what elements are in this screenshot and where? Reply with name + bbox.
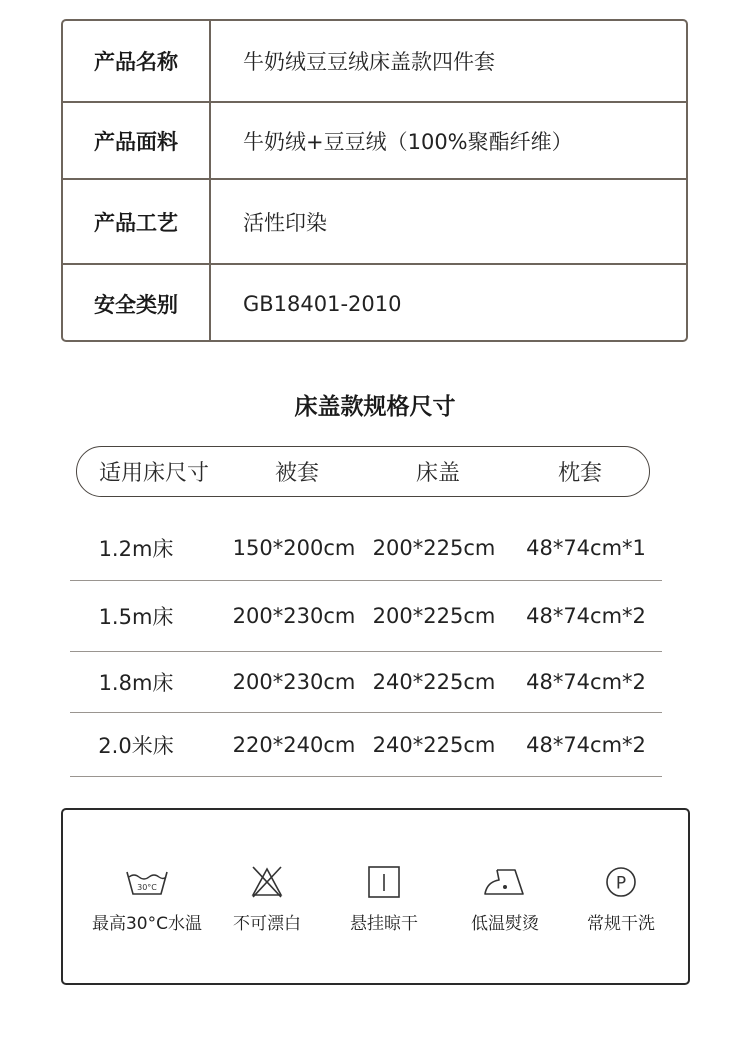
care-label: 常规干洗 (587, 914, 655, 934)
care-item-dry-clean (559, 864, 683, 938)
header-cell-duvet: 被套 (274, 461, 319, 486)
table-cell: 1.2m床 (98, 536, 174, 561)
iron-low-icon (481, 864, 529, 900)
spec-table (61, 19, 688, 342)
care-label: 最高30°C水温 (91, 914, 202, 934)
care-item-no-bleach (205, 864, 329, 938)
wash-30-icon (123, 864, 171, 900)
spec-row (63, 265, 686, 342)
table-cell: 48*74cm*1 (526, 535, 646, 560)
table-cell: 200*230cm (232, 670, 356, 694)
spec-row (63, 21, 686, 103)
care-label: 不可漂白 (233, 914, 301, 934)
spec-value: GB18401-2010 (243, 291, 402, 316)
header-cell-bedspread: 床盖 (415, 461, 460, 486)
table-cell: 2.0米床 (98, 733, 174, 758)
care-item-iron (443, 864, 567, 938)
spec-label: 产品面料 (63, 103, 211, 178)
care-instructions-box (61, 808, 690, 985)
care-item-wash (85, 864, 209, 938)
table-cell: 48*74cm*2 (526, 604, 646, 628)
table-cell: 200*225cm (372, 535, 496, 560)
table-cell: 240*225cm (372, 670, 496, 694)
table-cell: 220*240cm (232, 732, 356, 757)
spec-label: 产品名称 (63, 21, 211, 101)
spec-label: 产品工艺 (63, 180, 211, 263)
size-section-title: 床盖款规格尺寸 (294, 394, 456, 420)
table-cell: 48*74cm*2 (526, 732, 646, 757)
table-cell: 1.5m床 (98, 605, 174, 629)
care-item-hang-dry (322, 864, 446, 938)
table-cell: 200*225cm (372, 604, 496, 628)
size-table-header (76, 446, 650, 497)
table-cell: 200*230cm (232, 604, 356, 628)
table-cell: 1.8m床 (98, 671, 174, 695)
table-row (70, 581, 662, 652)
dry-clean-p-icon (597, 864, 645, 900)
table-cell: 48*74cm*2 (526, 670, 646, 694)
hang-dry-icon (360, 864, 408, 900)
table-cell: 150*200cm (232, 535, 356, 560)
spec-label: 安全类别 (63, 265, 211, 342)
no-bleach-icon (243, 864, 291, 900)
table-row (70, 515, 662, 581)
wash-temp-text: 30°C (137, 883, 157, 892)
header-cell-bed-size: 适用床尺寸 (98, 461, 209, 486)
table-row (70, 713, 662, 777)
spec-row (63, 103, 686, 180)
header-cell-pillowcase: 枕套 (557, 461, 602, 486)
care-label: 低温熨烫 (471, 914, 539, 934)
dry-clean-letter: P (615, 873, 627, 894)
spec-value: 牛奶绒豆豆绒床盖款四件套 (243, 50, 495, 74)
spec-value: 活性印染 (243, 210, 327, 235)
spec-row (63, 180, 686, 265)
table-row (70, 652, 662, 713)
care-label: 悬挂晾干 (350, 914, 418, 934)
spec-value: 牛奶绒+豆豆绒（100%聚酯纤维） (243, 129, 573, 154)
table-cell: 240*225cm (372, 732, 496, 757)
